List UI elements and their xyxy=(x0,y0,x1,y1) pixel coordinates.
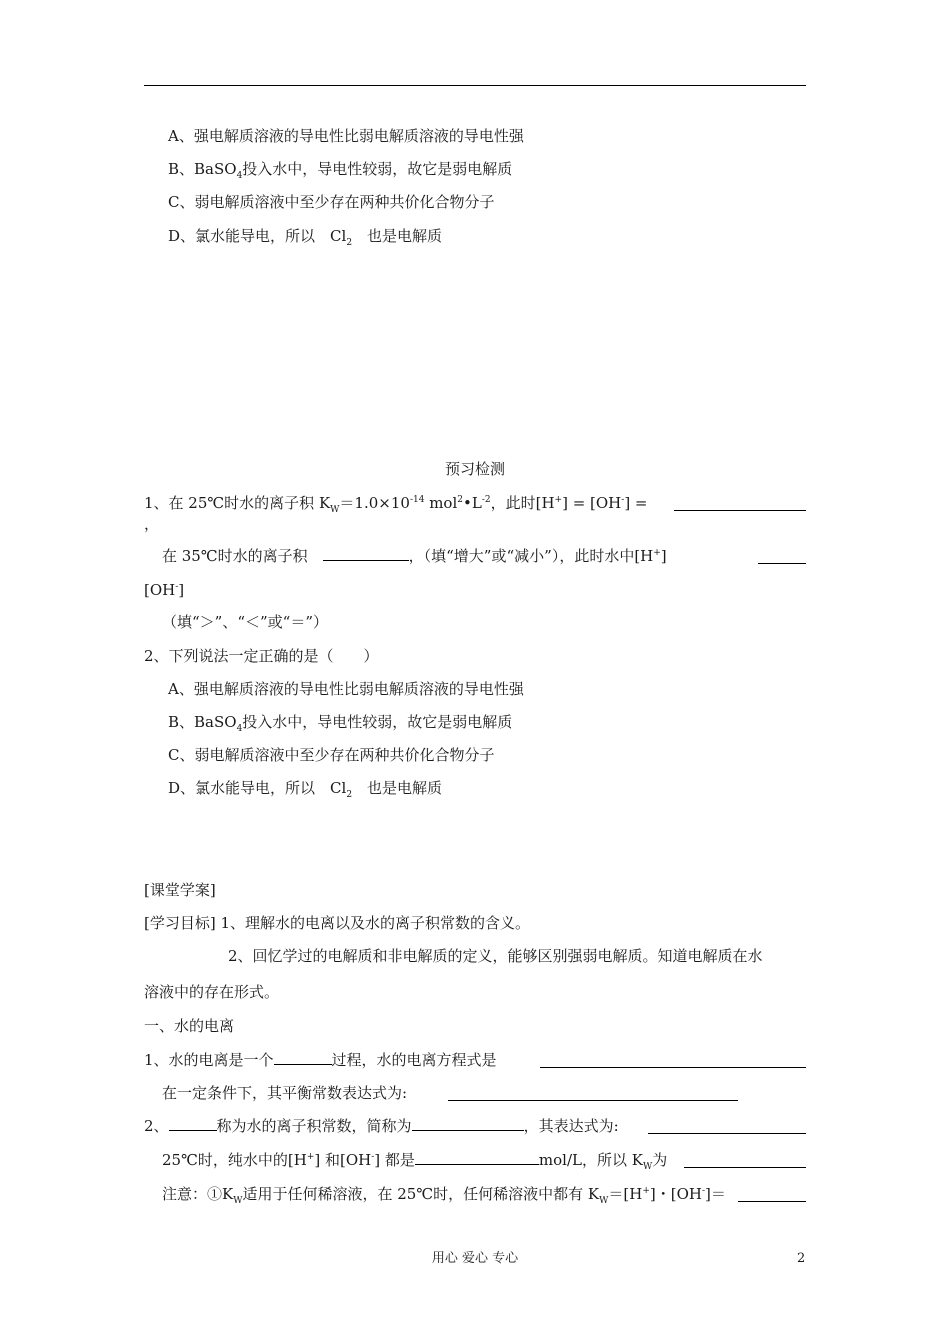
top-option-b xyxy=(168,159,512,179)
q1-line2 xyxy=(162,546,667,566)
answer-blank[interactable] xyxy=(684,1153,806,1168)
answer-blank[interactable] xyxy=(648,1119,806,1134)
superscript: 2 xyxy=(457,495,463,505)
page-number: 2 xyxy=(797,1251,806,1266)
q2-option-a: A、强电解质溶液的导电性比弱电解质溶液的导电性强 xyxy=(168,680,524,698)
class-heading: [课堂学案] xyxy=(144,881,216,899)
text: B、BaSO xyxy=(168,713,237,731)
q2-stem: 2、下列说法一定正确的是（ ） xyxy=(144,647,379,665)
text: D、氯水能导电，所以 Cl xyxy=(168,779,347,797)
text: 1、在 25℃时水的离子积 K xyxy=(144,494,331,512)
option-text: D、氯水能导电，所以 Cl xyxy=(168,227,347,245)
answer-blank[interactable] xyxy=(540,1053,806,1068)
q2-option-d xyxy=(168,778,442,798)
text: 投入水中，导电性较弱，故它是弱电解质 xyxy=(242,713,513,731)
q1-line4: （填“＞”、“＜”或“＝”） xyxy=(162,613,329,631)
answer-blank[interactable] xyxy=(412,1116,524,1131)
point-1-cont xyxy=(162,1083,407,1103)
text: ]＝ xyxy=(705,1185,726,1203)
text: ] xyxy=(660,547,667,565)
answer-blank[interactable] xyxy=(448,1086,738,1101)
text: ] xyxy=(178,581,185,599)
option-text: 也是电解质 xyxy=(352,227,443,245)
text: ]・[OH xyxy=(649,1185,702,1203)
q1-comma: ， xyxy=(144,515,160,533)
section-title: 预习检测 xyxy=(444,460,505,478)
subscript: W xyxy=(233,1196,243,1206)
point-2-cont xyxy=(162,1150,667,1170)
text: ] 都是 xyxy=(374,1151,415,1169)
superscript: - xyxy=(175,582,179,592)
text: ] = xyxy=(624,494,648,512)
text: ，其表达式为: xyxy=(523,1117,619,1135)
text: ] 和[OH xyxy=(314,1151,372,1169)
superscript: - xyxy=(701,1186,705,1196)
note-line xyxy=(162,1184,726,1204)
option-text: A、强电解质溶液的导电性比弱电解质溶液的导电性强 xyxy=(168,127,524,145)
header-rule xyxy=(144,85,806,86)
learning-goal-2: 2、回忆学过的电解质和非电解质的定义，能够区别强弱电解质。知道电解质在水 xyxy=(228,947,763,965)
text: 适用于任何稀溶液，在 25℃时，任何稀溶液中都有 K xyxy=(242,1185,600,1203)
superscript: + xyxy=(642,1186,650,1196)
superscript: -14 xyxy=(409,495,425,505)
answer-blank[interactable] xyxy=(738,1187,806,1202)
q2-option-c: C、弱电解质溶液中至少存在两种共价化合物分子 xyxy=(168,746,495,764)
superscript: + xyxy=(554,495,563,505)
footer-text: 用心 爱心 专心 xyxy=(431,1251,519,1266)
answer-blank[interactable] xyxy=(415,1150,539,1165)
text: 在一定条件下，其平衡常数表达式为: xyxy=(162,1084,408,1102)
superscript: + xyxy=(306,1152,315,1162)
text: 25℃时，纯水中的[H xyxy=(162,1151,307,1169)
top-option-c xyxy=(168,192,494,212)
subscript: 4 xyxy=(236,724,243,734)
superscript: - xyxy=(621,495,625,505)
text: 注意：①K xyxy=(162,1185,234,1203)
section-heading: 一、水的电离 xyxy=(144,1017,235,1035)
q1-line1 xyxy=(144,493,648,513)
top-option-a xyxy=(168,126,524,146)
text: ＝[H xyxy=(608,1185,643,1203)
text: ，（填“增大”或“减小”），此时水中[H xyxy=(408,547,654,565)
option-text: B、BaSO xyxy=(168,160,237,178)
answer-blank[interactable] xyxy=(169,1116,217,1131)
text: 过程，水的电离方程式是 xyxy=(331,1051,497,1069)
text: 为 xyxy=(652,1151,668,1169)
point-2 xyxy=(144,1116,619,1136)
text: ＝1.0×10 xyxy=(339,494,410,512)
subscript: W xyxy=(642,1162,653,1172)
subscript: 4 xyxy=(236,171,243,181)
option-text: C、弱电解质溶液中至少存在两种共价化合物分子 xyxy=(168,193,495,211)
learning-goal-2-cont: 溶液中的存在形式。 xyxy=(144,983,280,1001)
text: 称为水的离子积常数，简称为 xyxy=(216,1117,412,1135)
subscript: 2 xyxy=(346,238,353,248)
text: [OH xyxy=(144,581,176,599)
option-text: 投入水中，导电性较弱，故它是弱电解质 xyxy=(242,160,513,178)
text: ，此时[H xyxy=(490,494,555,512)
text: mol/L，所以 K xyxy=(538,1151,643,1169)
answer-blank[interactable] xyxy=(323,546,409,561)
answer-blank[interactable] xyxy=(758,549,806,564)
superscript: - xyxy=(371,1152,375,1162)
q2-option-b xyxy=(168,712,512,732)
subscript: W xyxy=(599,1196,609,1206)
subscript: W xyxy=(330,505,340,515)
answer-blank[interactable] xyxy=(674,496,806,511)
text: ] = [OH xyxy=(562,494,622,512)
text: mol xyxy=(424,494,458,512)
text: 也是电解质 xyxy=(352,779,443,797)
text: •L xyxy=(463,494,482,512)
q1-line3 xyxy=(144,580,184,600)
text: 2、 xyxy=(144,1117,169,1135)
learning-goal-1: [学习目标] 1、理解水的电离以及水的离子积常数的含义。 xyxy=(144,914,531,932)
subscript: 2 xyxy=(346,790,353,800)
point-1 xyxy=(144,1050,497,1070)
answer-blank[interactable] xyxy=(274,1050,332,1065)
superscript: -2 xyxy=(481,495,491,505)
top-option-d xyxy=(168,226,442,246)
text: 1、水的电离是一个 xyxy=(144,1051,274,1069)
superscript: + xyxy=(653,548,661,558)
text: 在 35℃时水的离子积 xyxy=(162,547,323,565)
